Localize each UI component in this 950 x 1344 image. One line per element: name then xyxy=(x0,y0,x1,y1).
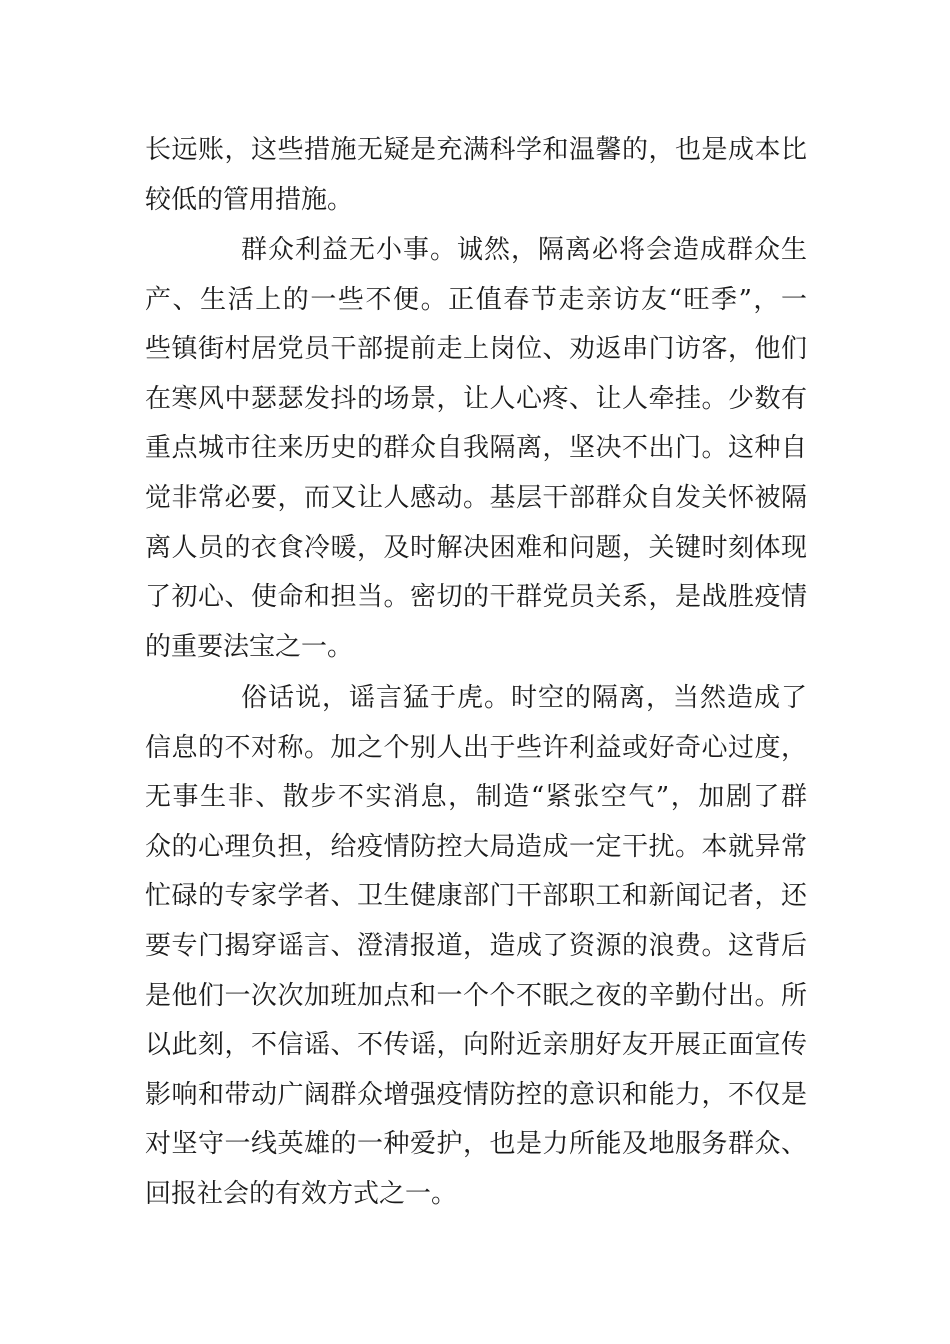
paragraph-2-line-8: 了初心、使命和担当。密切的干群党员关系，是战胜疫情 xyxy=(145,582,807,613)
paragraph-2-line-3: 些镇街村居党员干部提前走上岗位、劝返串门访客，他们 xyxy=(145,334,807,365)
paragraph-3-line-7: 是他们一次次加班加点和一个个不眠之夜的辛勤付出。所 xyxy=(145,980,807,1011)
paragraph-3-line-4: 众的心理负担，给疫情防控大局造成一定干扰。本就异常 xyxy=(145,831,807,862)
paragraph-3-line-8: 以此刻，不信谣、不传谣，向附近亲朋好友开展正面宣传 xyxy=(145,1030,807,1061)
paragraph-2-line-1: 群众利益无小事。诚然，隔离必将会造成群众生 xyxy=(241,235,807,265)
paragraph-3-line-10: 对坚守一线英雄的一种爱护，也是力所能及地服务群众、 xyxy=(145,1129,807,1160)
paragraph-3-line-11: 回报社会的有效方式之一。 xyxy=(145,1178,458,1209)
paragraph-3-line-3: 无事生非、散步不实消息，制造“紧张空气”，加剧了群 xyxy=(145,782,807,813)
paragraph-3-line-6: 要专门揭穿谣言、澄清报道，造成了资源的浪费。这背后 xyxy=(145,930,807,961)
paragraph-3-line-2: 信息的不对称。加之个别人出于些许利益或好奇心过度， xyxy=(145,732,807,763)
paragraph-3-line-5: 忙碌的专家学者、卫生健康部门干部职工和新闻记者，还 xyxy=(145,881,807,912)
paragraph-1-line-2: 较低的管用措施。 xyxy=(145,184,354,215)
paragraph-2-line-7: 离人员的衣食冷暖，及时解决困难和问题，关键时刻体现 xyxy=(145,532,807,563)
paragraph-1-line-1: 长远账，这些措施无疑是充满科学和温馨的，也是成本比 xyxy=(145,135,807,165)
paragraph-2-line-9: 的重要法宝之一。 xyxy=(145,631,354,662)
paragraph-3 xyxy=(145,674,807,1220)
paragraph-3-line-1: 俗话说，谣言猛于虎。时空的隔离，当然造成了 xyxy=(241,683,807,713)
paragraph-2 xyxy=(145,226,807,672)
paragraph-2-line-5: 重点城市往来历史的群众自我隔离，坚决不出门。这种自 xyxy=(145,433,807,464)
paragraph-3-line-9: 影响和带动广阔群众增强疫情防控的意识和能力，不仅是 xyxy=(145,1079,807,1110)
paragraph-2-line-4: 在寒风中瑟瑟发抖的场景，让人心疼、让人牵挂。少数有 xyxy=(145,383,807,414)
paragraph-2-line-2: 产、生活上的一些不便。正值春节走亲访友“旺季”，一 xyxy=(145,284,807,315)
paragraph-1 xyxy=(145,126,807,225)
paragraph-2-line-6: 觉非常必要，而又让人感动。基层干部群众自发关怀被隔 xyxy=(145,482,807,513)
